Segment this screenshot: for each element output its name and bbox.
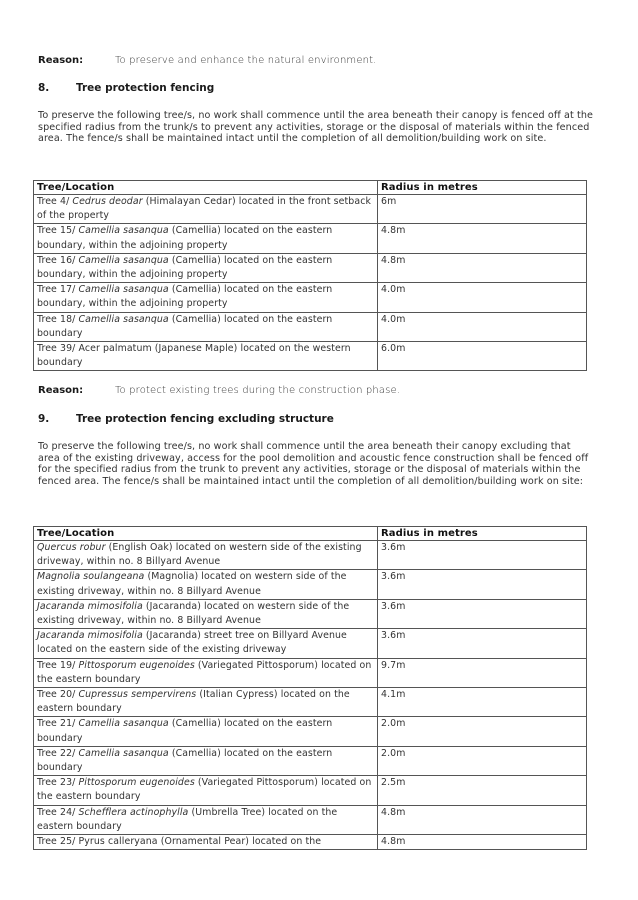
- tree-location-cell: [34, 835, 378, 850]
- table-row: [34, 746, 587, 775]
- column-header-location: Tree/Location: [34, 527, 378, 541]
- tree-description: (Camellia) located on the eastern boundary: [37, 718, 333, 744]
- tree-prefix: Tree 21/: [37, 718, 79, 730]
- table-row: [34, 835, 587, 850]
- table-row: [34, 541, 587, 570]
- column-header-radius: Radius in metres: [378, 527, 587, 541]
- tree-prefix: Tree 22/: [37, 747, 79, 759]
- tree-species: Schefflera actinophylla: [78, 806, 189, 818]
- tree-description: (Variegated Pittosporum) located on the eastern boundary: [37, 777, 372, 803]
- table-row: [34, 312, 587, 341]
- tree-radius-cell: 9.7m: [378, 658, 587, 687]
- tree-species: Camellia sasanqua: [78, 284, 169, 296]
- tree-location-cell: [34, 224, 378, 253]
- tree-species: Camellia sasanqua: [78, 313, 169, 325]
- tree-radius-cell: 2.5m: [378, 776, 587, 805]
- tree-description: (Camellia) located on the eastern boundary: [37, 313, 333, 339]
- tree-radius-cell: 6.0m: [378, 342, 587, 371]
- tree-radius-cell: 6m: [378, 195, 587, 224]
- tree-radius-cell: 4.0m: [378, 283, 587, 312]
- tree-description: (Camellia) located on the eastern boundary: [37, 747, 333, 774]
- table-row: [34, 570, 587, 599]
- section-9-paragraph: To preserve the following tree/s, no work shall commence until the area beneath their canopy excluding that area of the existing driveway, access for the pool demolition and acoustic fence construction shall be fenced off for the specified radius from the trunk to prevent any activities, storage or the disposal of materials within the fenced area. The fence/s shall be maintained intact until the completion of all demolition/building work on site:: [38, 441, 589, 487]
- tree-species: Pittosporum eugenoides: [78, 777, 195, 789]
- tree-radius-cell: 2.0m: [378, 717, 587, 746]
- tree-table-9: [33, 526, 587, 850]
- tree-description: (Magnolia) located on western side of the existing driveway, within no. 8 Billyard Avenue: [37, 571, 347, 597]
- tree-species: Camellia sasanqua: [78, 225, 169, 237]
- tree-description: (Jacaranda) located on western side of the existing driveway, within no. 8 Billyard Avenue: [37, 600, 350, 627]
- tree-prefix: Tree 15/: [37, 225, 79, 237]
- table-row: [34, 253, 587, 282]
- tree-prefix: Tree 23/: [37, 777, 79, 789]
- table-body: [34, 195, 587, 371]
- reason-line-2: [38, 385, 400, 396]
- tree-location-cell: [34, 629, 378, 658]
- table-row: [34, 195, 587, 224]
- section-8-heading: [38, 82, 214, 94]
- table-row: [34, 658, 587, 687]
- tree-prefix: Tree 39/: [37, 343, 79, 355]
- tree-species: Camellia sasanqua: [78, 718, 169, 730]
- tree-radius-cell: 3.6m: [378, 570, 587, 599]
- tree-description: Acer palmatum (Japanese Maple) located on the western boundary: [37, 343, 351, 369]
- column-header-location: Tree/Location: [34, 181, 378, 195]
- tree-radius-cell: 4.8m: [378, 835, 587, 850]
- tree-location-cell: [34, 688, 378, 717]
- tree-radius-cell: 3.6m: [378, 629, 587, 658]
- tree-prefix: Tree 4/: [37, 196, 73, 207]
- tree-species: Camellia sasanqua: [78, 254, 169, 266]
- tree-radius-cell: 4.1m: [378, 688, 587, 717]
- tree-location-cell: [34, 570, 378, 599]
- tree-species: Jacaranda mimosifolia: [37, 630, 143, 642]
- table-row: [34, 776, 587, 805]
- tree-description: (Camellia) located on the eastern boundary, within the adjoining property: [37, 284, 333, 310]
- tree-prefix: Tree 16/: [37, 254, 79, 266]
- tree-location-cell: [34, 283, 378, 312]
- tree-radius-cell: 3.6m: [378, 541, 587, 570]
- tree-description: Pyrus calleryana (Ornamental Pear) located on the: [78, 836, 322, 848]
- section-title: Tree protection fencing: [76, 82, 215, 94]
- table-row: [34, 224, 587, 253]
- tree-radius-cell: 4.8m: [378, 805, 587, 834]
- tree-species: Jacaranda mimosifolia: [37, 600, 143, 612]
- table-row: [34, 342, 587, 371]
- reason-text: To protect existing trees during the construction phase.: [115, 385, 401, 396]
- tree-radius-cell: 4.0m: [378, 312, 587, 341]
- table-row: [34, 688, 587, 717]
- table-row: [34, 283, 587, 312]
- table-row: [34, 805, 587, 834]
- tree-description: (Variegated Pittosporum) located on the eastern boundary: [37, 659, 372, 685]
- reason-label: Reason:: [38, 385, 84, 396]
- tree-radius-cell: 4.8m: [378, 224, 587, 253]
- tree-location-cell: [34, 658, 378, 687]
- table-body: [34, 541, 587, 850]
- tree-location-cell: [34, 599, 378, 628]
- tree-species: Magnolia soulangeana: [37, 571, 145, 583]
- table-header-row: [34, 181, 587, 195]
- tree-radius-cell: 2.0m: [378, 746, 587, 775]
- tree-prefix: Tree 25/: [37, 836, 79, 848]
- tree-location-cell: [34, 717, 378, 746]
- tree-species: Cedrus deodar: [72, 196, 143, 207]
- section-8-paragraph: To preserve the following tree/s, no work shall commence until the area beneath their canopy is fenced off at the specified radius from the trunk/s to prevent any activities, storage or the disposal of materials within the fenced area. The fence/s shall be maintained intact until the completion of all demolition/building work on site.: [38, 110, 594, 145]
- table-row: [34, 599, 587, 628]
- tree-location-cell: [34, 776, 378, 805]
- table-header-row: [34, 527, 587, 541]
- tree-species: Quercus robur: [37, 542, 106, 553]
- tree-location-cell: [34, 195, 378, 224]
- tree-radius-cell: 4.8m: [378, 253, 587, 282]
- tree-location-cell: [34, 253, 378, 282]
- tree-location-cell: [34, 805, 378, 834]
- tree-description: (English Oak) located on western side of the existing driveway, within no. 8 Billyard Avenue: [37, 542, 362, 568]
- section-number: 9.: [38, 413, 50, 425]
- tree-description: (Camellia) located on the eastern boundary, within the adjoining property: [37, 225, 333, 251]
- tree-prefix: Tree 17/: [37, 284, 79, 296]
- reason-line-1: [38, 55, 377, 66]
- tree-location-cell: [34, 312, 378, 341]
- section-9-heading: [38, 413, 334, 425]
- tree-prefix: Tree 20/: [37, 689, 79, 701]
- tree-location-cell: [34, 541, 378, 570]
- section-number: 8.: [38, 82, 50, 94]
- table-row: [34, 717, 587, 746]
- tree-description: (Jacaranda) street tree on Billyard Avenue located on the eastern side of the existing driveway: [37, 630, 347, 656]
- tree-table-8: [33, 180, 587, 371]
- reason-label: Reason:: [38, 55, 84, 66]
- tree-description: (Italian Cypress) located on the eastern boundary: [37, 689, 350, 715]
- column-header-radius: Radius in metres: [378, 181, 587, 195]
- section-title: Tree protection fencing excluding structure: [76, 413, 334, 425]
- tree-prefix: Tree 19/: [37, 659, 79, 671]
- tree-prefix: Tree 24/: [37, 806, 79, 818]
- tree-location-cell: [34, 746, 378, 775]
- tree-prefix: Tree 18/: [37, 313, 79, 325]
- tree-location-cell: [34, 342, 378, 371]
- tree-radius-cell: 3.6m: [378, 599, 587, 628]
- table-row: [34, 629, 587, 658]
- tree-species: Cupressus sempervirens: [78, 689, 197, 701]
- tree-description: (Umbrella Tree) located on the eastern boundary: [37, 806, 338, 832]
- tree-description: (Camellia) located on the eastern boundary, within the adjoining property: [37, 254, 333, 281]
- tree-species: Pittosporum eugenoides: [78, 659, 195, 671]
- tree-description: (Himalayan Cedar) located in the front setback of the property: [37, 196, 371, 222]
- tree-species: Camellia sasanqua: [78, 747, 169, 759]
- reason-text: To preserve and enhance the natural environment.: [115, 55, 377, 66]
